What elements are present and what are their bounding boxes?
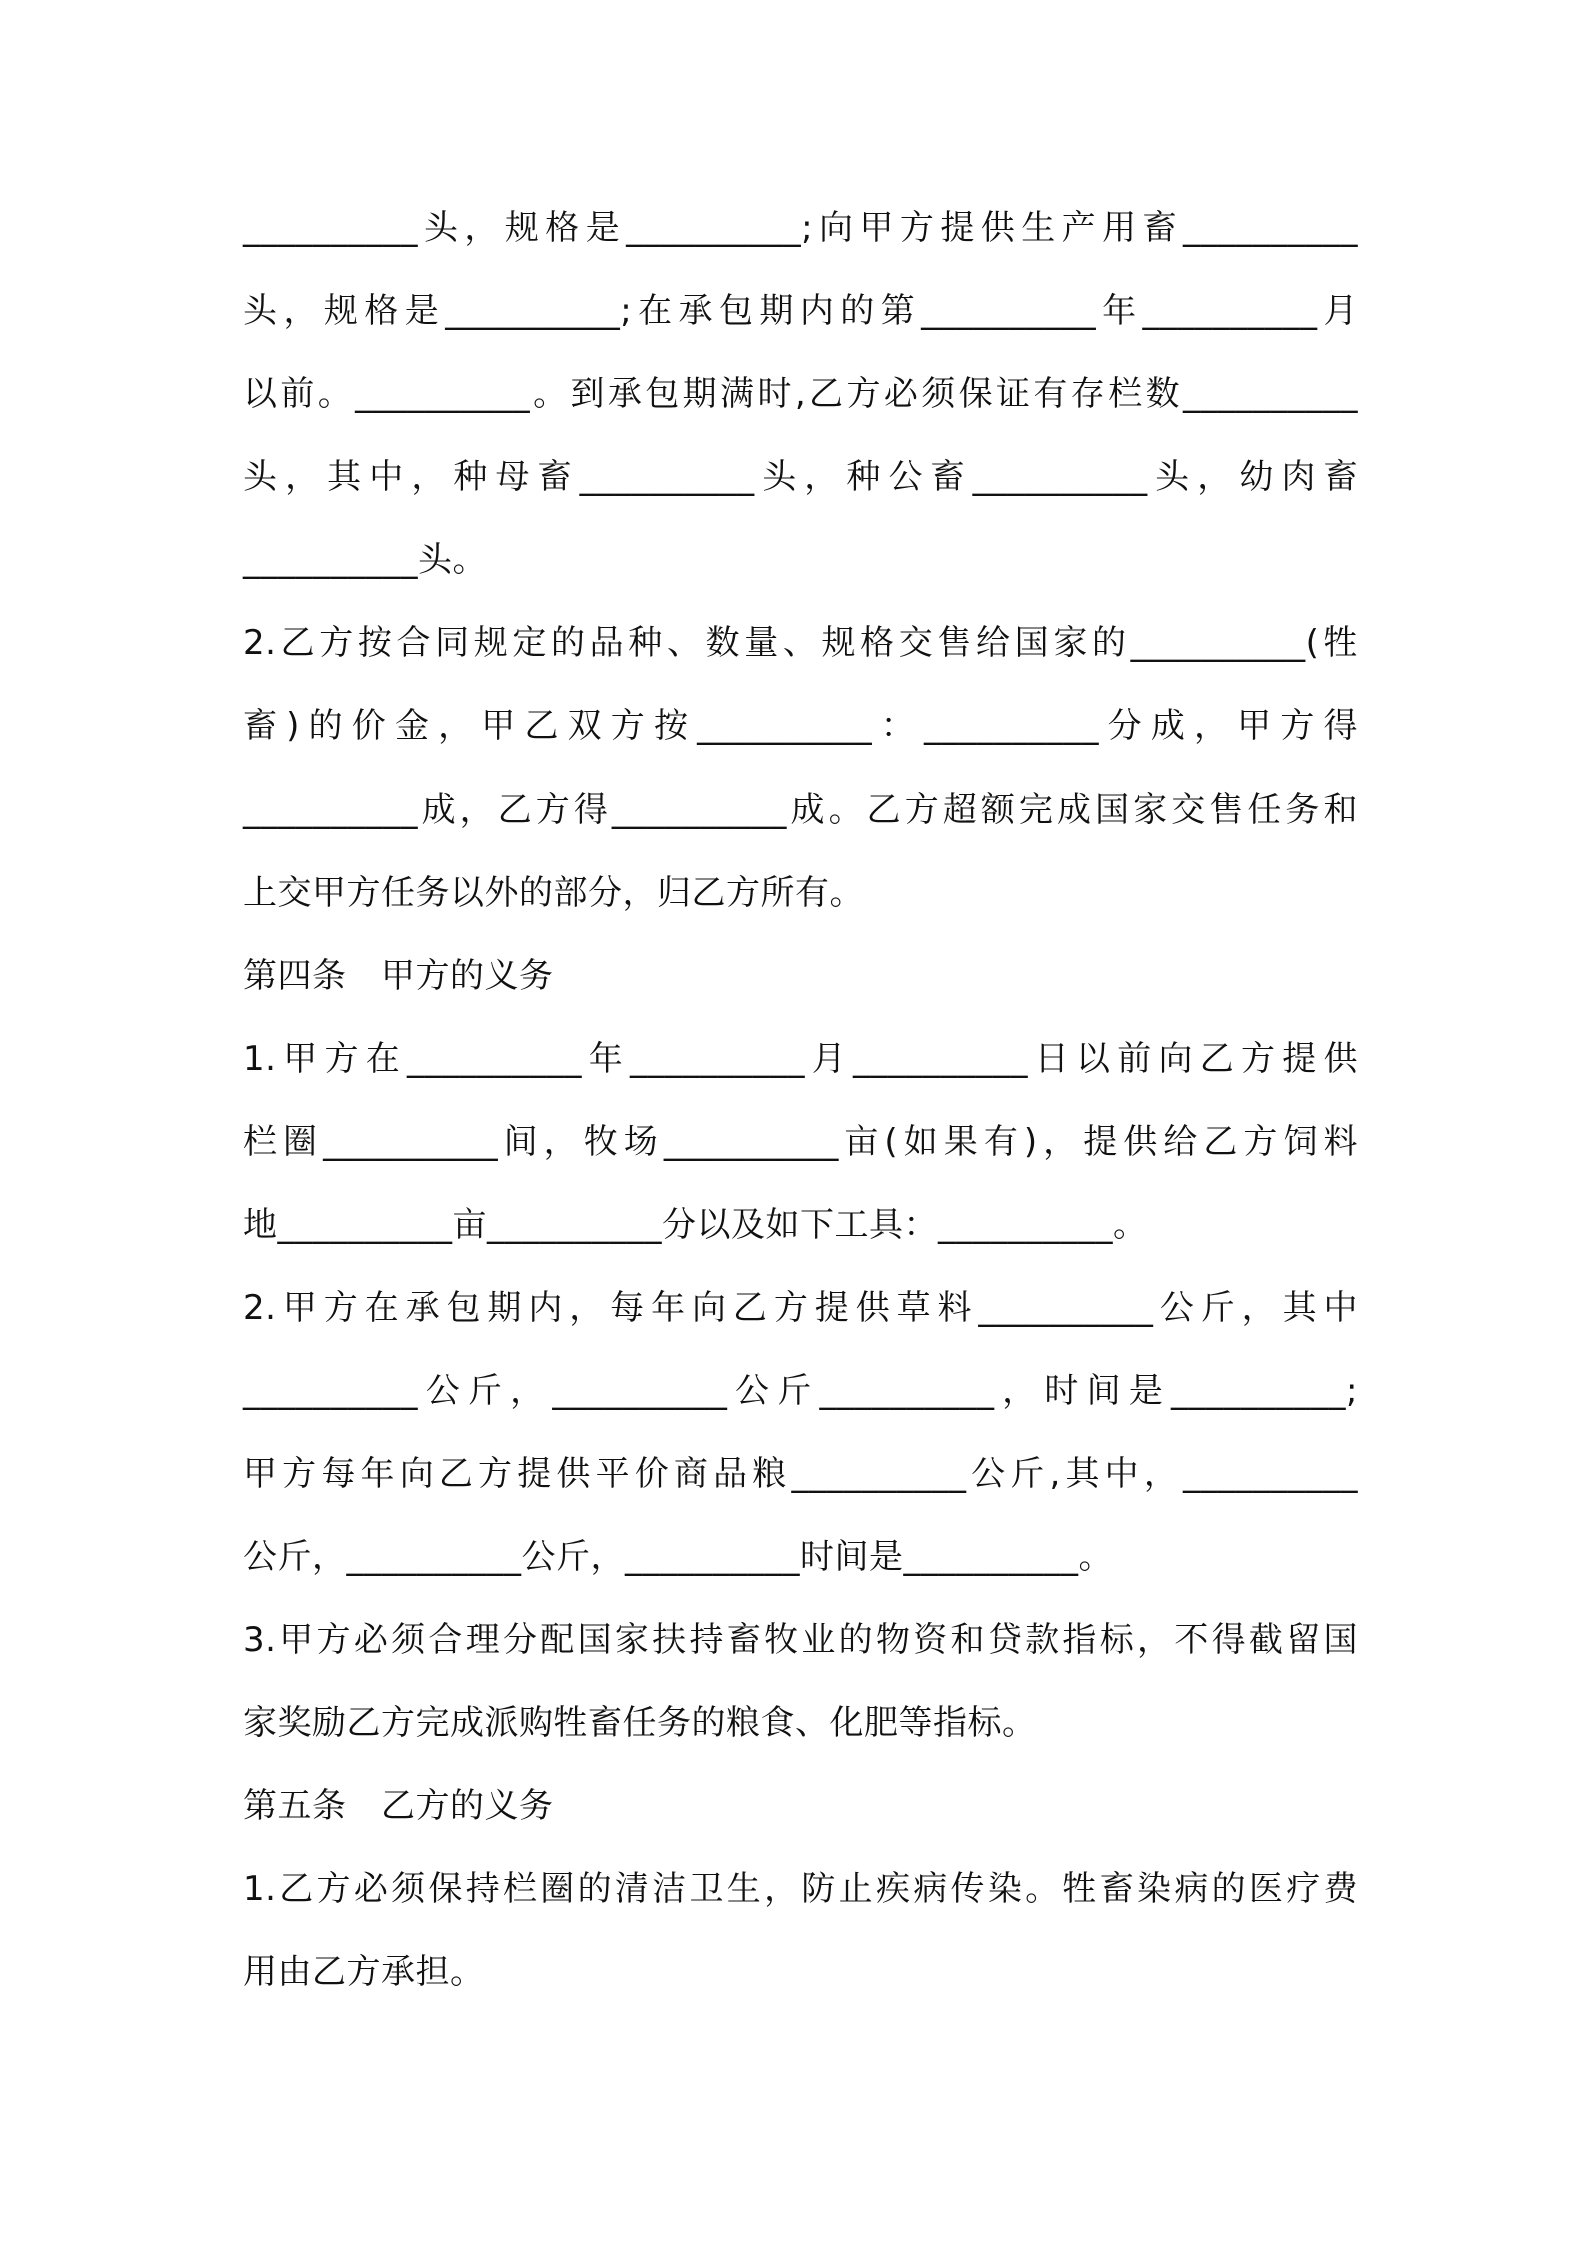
text-line: __________头。 — [243, 540, 487, 580]
section-heading: 第五条 乙方的义务 — [243, 1786, 554, 1826]
section-heading: 第四条 甲方的义务 — [243, 956, 554, 996]
text-line: __________成，乙方得__________成。乙方超额完成国家交售任务和 — [243, 790, 1358, 830]
text-line: 2.甲方在承包期内，每年向乙方提供草料__________公斤，其中 — [243, 1288, 1358, 1328]
text-line: 以前。__________。到承包期满时,乙方必须保证有存栏数__________ — [243, 374, 1358, 414]
text-line: 1.甲方在__________年__________月__________日以前向乙方提供 — [243, 1039, 1358, 1079]
text-line: 3.甲方必须合理分配国家扶持畜牧业的物资和贷款指标，不得截留国 — [243, 1620, 1358, 1660]
text-line: 头，规格是__________;在承包期内的第__________年__________月 — [243, 291, 1358, 331]
text-line: 公斤，__________公斤，__________时间是__________。 — [243, 1537, 1113, 1577]
text-line: 畜)的价金，甲乙双方按__________：__________分成，甲方得 — [243, 706, 1358, 746]
text-line: 2.乙方按合同规定的品种、数量、规格交售给国家的__________(牲 — [243, 623, 1358, 663]
text-line: __________头，规格是__________;向甲方提供生产用畜__________ — [243, 208, 1358, 248]
text-line: 甲方每年向乙方提供平价商品粮__________公斤,其中，__________ — [243, 1454, 1358, 1494]
text-line: __________公斤，__________公斤__________，时间是__________; — [243, 1371, 1358, 1411]
text-line: 上交甲方任务以外的部分，归乙方所有。 — [243, 873, 864, 913]
text-line: 栏圈__________间，牧场__________亩(如果有)，提供给乙方饲料 — [243, 1122, 1358, 1162]
text-line: 1.乙方必须保持栏圈的清洁卫生，防止疾病传染。牲畜染病的医疗费 — [243, 1869, 1358, 1909]
text-line: 家奖励乙方完成派购牲畜任务的粮食、化肥等指标。 — [243, 1703, 1037, 1743]
text-line: 地__________亩__________分以及如下工具：__________。 — [243, 1205, 1148, 1245]
text-line: 头，其中，种母畜__________头，种公畜__________头，幼肉畜 — [243, 457, 1358, 497]
text-line: 用由乙方承担。 — [243, 1952, 485, 1992]
